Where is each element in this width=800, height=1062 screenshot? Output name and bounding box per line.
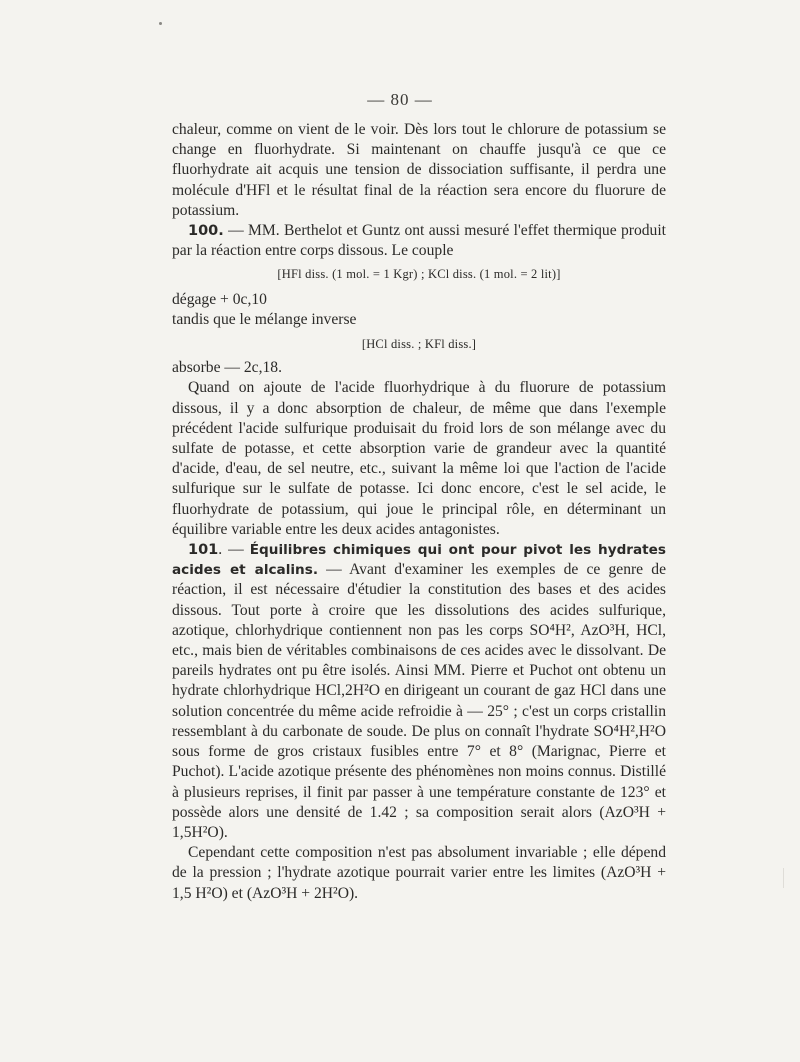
section-101-title: Équilibres chimiques qui ont pour pivot les hydrates acides et alcalins. [172, 542, 666, 579]
paragraph-cependant: Cependant cette composition n'est pas absolument invariable ; elle dépend de la pression ; l'hydrate azotique pourrait varier entre les limites (AzO³H + 1,5 H²O) et (AzO³H + 2H²O). [172, 844, 666, 902]
reaction-couple-2: [HCl diss. ; KFl diss.] [361, 337, 477, 352]
tandis-line: tandis que le mélange inverse [172, 310, 357, 328]
section-101-text: — Avant d'examiner les exemples de ce genre de réaction, il est nécessaire d'étudier la constitution des bases et des acides dissous. Tout porte à croire que les dissolutions des acides sulfurique, azotique, chlorhydrique contiennent non pas les corps SO⁴H², AzO³H, HCl, etc., mais bien de véritables combinaisons de ces acides avec le dissolvant. De pareils hydrates ont pu être isolés. Ainsi MM. Pierre et Puchot ont obtenu un hydrate chlorhydrique HCl,2H²O en dirigeant un courant de gaz HCl dans une solution concentrée du même acide refroidie à — 25° ; c'est un corps cristallin ressemblant à du carbonate de soude. De plus on connaît l'hydrate SO⁴H²,H²O sous forme de gros cristaux fusibles entre 7° et 8° (Marignac, Pierre et Puchot). L'acide azotique présente des phénomènes non moins connus. Distillé à plusieurs reprises, il finit par passer à une température constante de 123° et possède alors une densité de 1.42 ; sa composition serait alors (AzO³H + 1,5H²O). [172, 561, 666, 841]
section-number-101: 101 [188, 542, 219, 559]
body-text [172, 120, 666, 904]
section-101 [172, 540, 666, 843]
reaction-couple-1: [HFl diss. (1 mol. = 1 Kgr) ; KCl diss. (1 mol. = 2 lit)] [277, 267, 561, 282]
degage-line: dégage + 0c,10 [172, 290, 267, 308]
section-101-sep: . — [218, 541, 250, 559]
section-100-text: — MM. Berthelot et Guntz ont aussi mesuré l'effet thermique produit par la réaction entre corps dissous. Le couple [172, 222, 666, 260]
page-number: — 80 — [367, 90, 433, 109]
paragraph-quand: Quand on ajoute de l'acide fluorhydrique à du fluorure de potassium dissous, il y a donc absorption de chaleur, de même que dans l'exemple précédent l'acide sulfurique produisait du froid lors de son mélange avec du sulfate de potasse, et cette absorption varie de grandeur avec la quantité d'acide, d'eau, de sel neutre, etc., suivant la même loi que l'action de l'acide sulfurique sur le sulfate de potasse. Ici donc encore, c'est le sel acide, le fluorhydrate de potassium, qui joue le principal rôle, en déterminant un équilibre variable entre les deux acides antagonistes. [172, 379, 666, 538]
page-speck [159, 22, 162, 25]
paragraph-continuation: chaleur, comme on vient de le voir. Dès lors tout le chlorure de potassium se change en fluorhydrate. Si maintenant on chauffe jusqu'à ce que ce fluorhydrate ait acquis une tension de dissociation suffisante, il perdra une molécule d'HFl et le résultat final de la réaction sera encore du fluorure de potassium. [172, 121, 666, 219]
section-number-100: 100. [188, 223, 224, 240]
section-100 [172, 221, 666, 261]
bleed-through-mark [783, 868, 792, 888]
absorbe-line: absorbe — 2c,18. [172, 359, 282, 377]
